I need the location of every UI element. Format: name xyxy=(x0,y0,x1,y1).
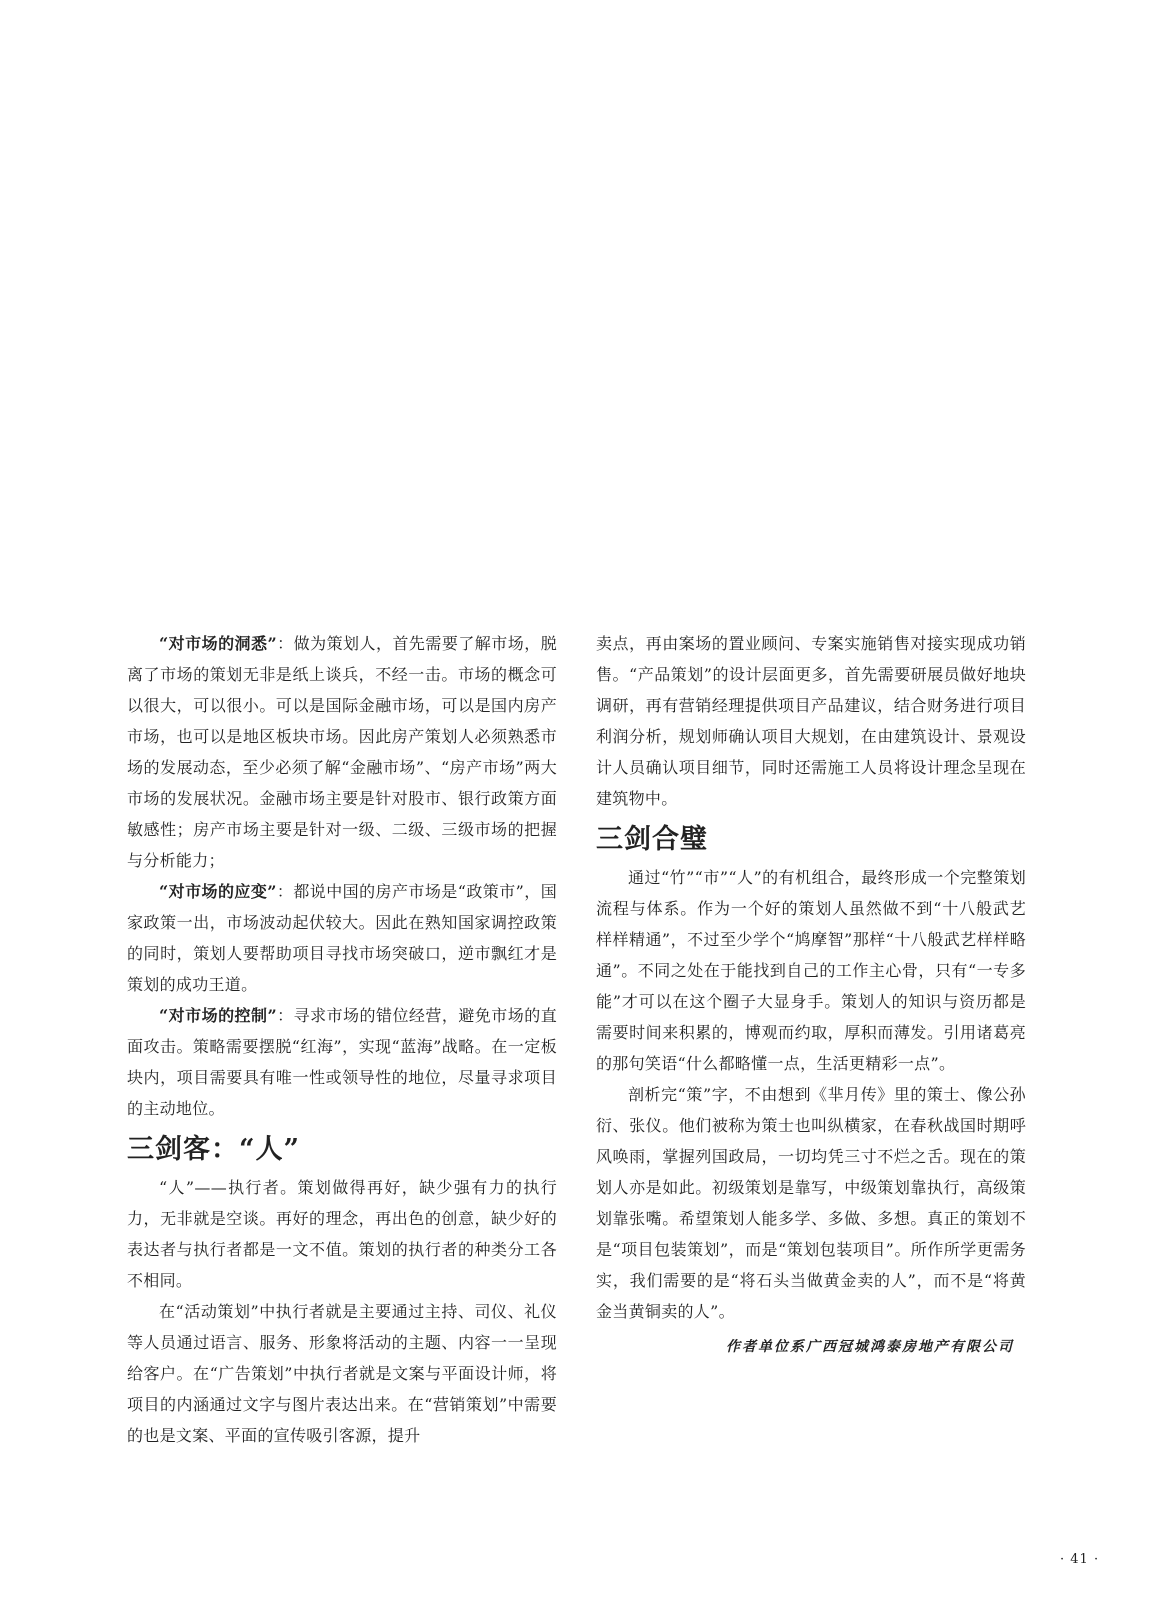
paragraph-market-insight xyxy=(127,628,557,876)
paragraph-market-control xyxy=(127,1000,557,1124)
paragraph-executor: “人”——执行者。策划做得再好，缺少强有力的执行力，无非就是空谈。再好的理念，再出色的创意，缺少好的表达者与执行者都是一文不值。策划的执行者的种类分工各不相同。 xyxy=(127,1178,557,1290)
paragraph-executor-types: 在“活动策划”中执行者就是主要通过主持、司仪、礼仪等人员通过语言、服务、形象将活动的主题、内容一一呈现给客户。在“广告策划”中执行者就是文案与平面设计师，将项目的内涵通过文字与图片表达出来。在“营销策划”中需要的也是文案、平面的宣传吸引客源，提升 xyxy=(127,1302,557,1445)
text-market-control: ：寻求市场的错位经营，避免市场的直面攻击。策略需要摆脱“红海”，实现“蓝海”战略。在一定板块内，项目需要具有唯一性或领导性的地位，尽量寻求项目的主动地位。 xyxy=(127,1006,557,1118)
paragraph-continued: 卖点，再由案场的置业顾问、专案实施销售对接实现成功销售。“产品策划”的设计层面更多，首先需要研展员做好地块调研，再有营销经理提供项目产品建议，结合财务进行项目利润分析，规划师确认项目大规划，在由建筑设计、景观设计人员确认项目细节，同时还需施工人员将设计理念呈现在建筑物中。 xyxy=(596,634,1026,808)
section-heading-people: 三剑客：“人” xyxy=(127,1134,301,1165)
left-column xyxy=(127,628,557,1451)
right-column xyxy=(596,628,1026,1361)
lead-market-control: “对市场的控制” xyxy=(159,1006,277,1025)
text-market-adaptation: ：都说中国的房产市场是“政策市”，国家政策一出，市场波动起伏较大。因此在熟知国家调控政策的同时，策划人要帮助项目寻找市场突破口，逆市飘红才是策划的成功王道。 xyxy=(127,882,557,994)
paragraph-market-adaptation xyxy=(127,876,557,1000)
lead-market-adaptation: “对市场的应变” xyxy=(159,882,277,901)
lead-market-insight: “对市场的洞悉” xyxy=(159,634,277,653)
page-number: · 41 · xyxy=(1060,1552,1100,1567)
author-affiliation: 作者单位系广西冠城鸿泰房地产有限公司 xyxy=(726,1339,1014,1355)
text-market-insight: ：做为策划人，首先需要了解市场，脱离了市场的策划无非是纸上谈兵，不经一击。市场的概念可以很大，可以很小。可以是国际金融市场，可以是国内房产市场，也可以是地区板块市场。因此房产策划人必须熟悉市场的发展动态，至少必须了解“金融市场”、“房产市场”两大市场的发展状况。金融市场主要是针对股市、银行政策方面敏感性；房产市场主要是针对一级、二级、三级市场的把握与分析能力； xyxy=(127,634,557,870)
paragraph-combination: 通过“竹”“市”“人”的有机组合，最终形成一个完整策划流程与体系。作为一个好的策划人虽然做不到“十八般武艺样样精通”，不过至少学个“鸠摩智”那样“十八般武艺样样略通”。不同之处在于能找到自己的工作主心骨，只有“一专多能”才可以在这个圈子大显身手。策划人的知识与资历都是需要时间来积累的，博观而约取，厚积而薄发。引用诸葛亮的那句笑语“什么都略懂一点，生活更精彩一点”。 xyxy=(596,868,1026,1073)
paragraph-strategist: 剖析完“策”字，不由想到《芈月传》里的策士、像公孙衍、张仪。他们被称为策士也叫纵横家，在春秋战国时期呼风唤雨，掌握列国政局，一切均凭三寸不烂之舌。现在的策划人亦是如此。初级策划是靠写，中级策划靠执行，高级策划靠张嘴。希望策划人能多学、多做、多想。真正的策划不是“项目包装策划”，而是“策划包装项目”。所作所学更需务实，我们需要的是“将石头当做黄金卖的人”，而不是“将黄金当黄铜卖的人”。 xyxy=(596,1085,1026,1321)
section-heading-combination: 三剑合璧 xyxy=(596,824,708,855)
